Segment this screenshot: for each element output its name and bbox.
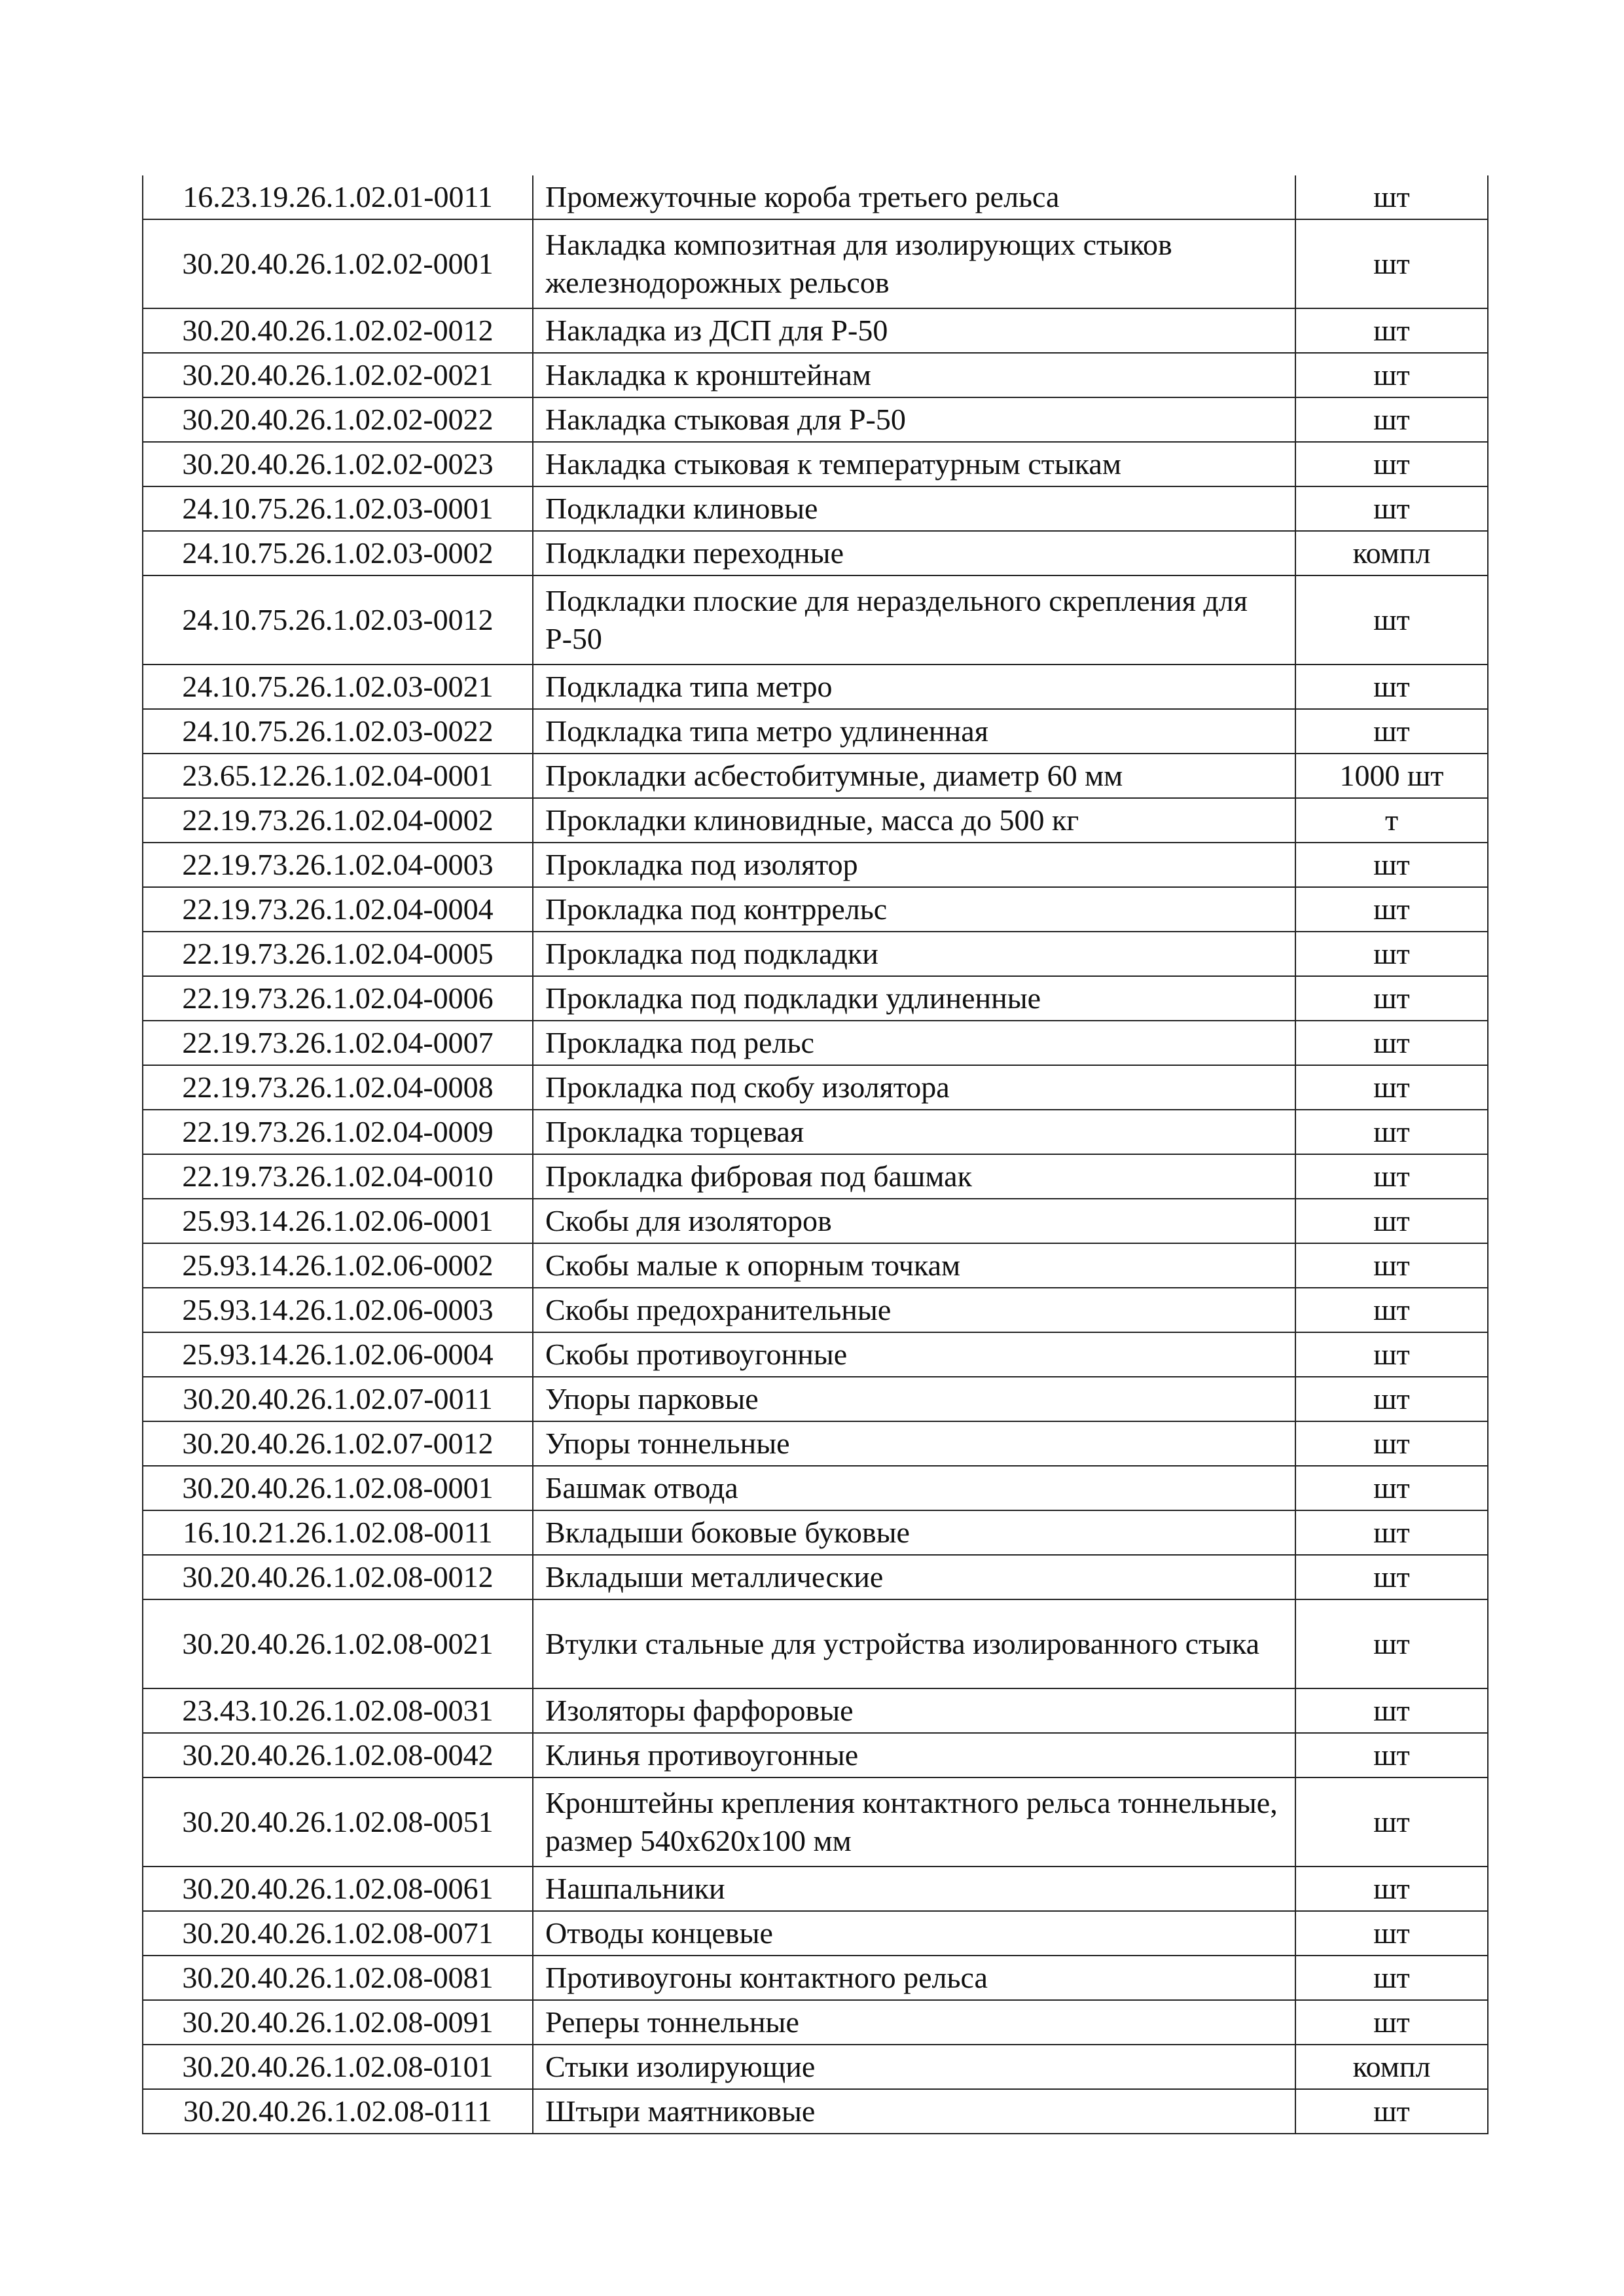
table-row: [143, 486, 1488, 531]
resource-code: 25.93.14.26.1.02.06-0002: [143, 1243, 533, 1288]
resource-name: Упоры парковые: [533, 1377, 1295, 1421]
unit-of-measure: шт: [1295, 843, 1488, 887]
table-row: [143, 1377, 1488, 1421]
table-row: [143, 219, 1488, 308]
resource-name: Промежуточные короба третьего рельса: [533, 175, 1295, 219]
unit-of-measure: шт: [1295, 1110, 1488, 1154]
resource-name: Скобы малые к опорным точкам: [533, 1243, 1295, 1288]
resource-code: 30.20.40.26.1.02.08-0061: [143, 1867, 533, 1911]
unit-of-measure: шт: [1295, 1243, 1488, 1288]
table-row: [143, 1733, 1488, 1777]
table-row: [143, 932, 1488, 976]
table-row: [143, 1466, 1488, 1510]
resource-name: Прокладка под изолятор: [533, 843, 1295, 887]
table-row: [143, 1421, 1488, 1466]
table-row: [143, 1199, 1488, 1243]
resource-name: Подкладка типа метро удлиненная: [533, 709, 1295, 754]
table-row: [143, 2045, 1488, 2089]
unit-of-measure: компл: [1295, 2045, 1488, 2089]
resource-name: Прокладки асбестобитумные, диаметр 60 мм: [533, 754, 1295, 798]
table-row: [143, 1510, 1488, 1555]
table-row: [143, 754, 1488, 798]
table-row: [143, 308, 1488, 353]
table-row: [143, 1110, 1488, 1154]
resource-name: Подкладки клиновые: [533, 486, 1295, 531]
unit-of-measure: шт: [1295, 1510, 1488, 1555]
table-row: [143, 1956, 1488, 2000]
resource-name: Прокладка под подкладки удлиненные: [533, 976, 1295, 1021]
table-row: [143, 1867, 1488, 1911]
unit-of-measure: шт: [1295, 1421, 1488, 1466]
unit-of-measure: шт: [1295, 1733, 1488, 1777]
resource-code: 30.20.40.26.1.02.08-0021: [143, 1599, 533, 1688]
resource-code: 30.20.40.26.1.02.08-0101: [143, 2045, 533, 2089]
resource-code: 22.19.73.26.1.02.04-0008: [143, 1065, 533, 1110]
resource-name: Отводы концевые: [533, 1911, 1295, 1956]
table-row: [143, 887, 1488, 932]
unit-of-measure: шт: [1295, 1332, 1488, 1377]
table-row: [143, 843, 1488, 887]
resource-name: Башмак отвода: [533, 1466, 1295, 1510]
table-row: [143, 1688, 1488, 1733]
unit-of-measure: шт: [1295, 932, 1488, 976]
unit-of-measure: шт: [1295, 1199, 1488, 1243]
resource-code: 22.19.73.26.1.02.04-0003: [143, 843, 533, 887]
unit-of-measure: т: [1295, 798, 1488, 843]
resource-name: Накладка стыковая к температурным стыкам: [533, 442, 1295, 486]
unit-of-measure: шт: [1295, 1777, 1488, 1867]
resource-code: 25.93.14.26.1.02.06-0003: [143, 1288, 533, 1332]
unit-of-measure: шт: [1295, 175, 1488, 219]
resource-name: Скобы предохранительные: [533, 1288, 1295, 1332]
table-row: [143, 1332, 1488, 1377]
resource-name: Скобы противоугонные: [533, 1332, 1295, 1377]
resource-name: Реперы тоннельные: [533, 2000, 1295, 2045]
resource-name: Упоры тоннельные: [533, 1421, 1295, 1466]
resource-code: 22.19.73.26.1.02.04-0002: [143, 798, 533, 843]
unit-of-measure: шт: [1295, 1466, 1488, 1510]
resource-code: 24.10.75.26.1.02.03-0001: [143, 486, 533, 531]
table-row: [143, 1288, 1488, 1332]
unit-of-measure: шт: [1295, 1154, 1488, 1199]
unit-of-measure: шт: [1295, 976, 1488, 1021]
resource-name: Штыри маятниковые: [533, 2089, 1295, 2134]
resource-name: Прокладка под скобу изолятора: [533, 1065, 1295, 1110]
resource-code: 16.10.21.26.1.02.08-0011: [143, 1510, 533, 1555]
unit-of-measure: шт: [1295, 1867, 1488, 1911]
resource-name: Нашпальники: [533, 1867, 1295, 1911]
table-row: [143, 2089, 1488, 2134]
resource-code: 30.20.40.26.1.02.02-0022: [143, 397, 533, 442]
table-row: [143, 442, 1488, 486]
resource-code: 22.19.73.26.1.02.04-0006: [143, 976, 533, 1021]
resource-name: Клинья противоугонные: [533, 1733, 1295, 1777]
unit-of-measure: шт: [1295, 2000, 1488, 2045]
resource-code: 23.65.12.26.1.02.04-0001: [143, 754, 533, 798]
resource-code: 22.19.73.26.1.02.04-0009: [143, 1110, 533, 1154]
catalog-table-body: [143, 175, 1488, 2134]
unit-of-measure: компл: [1295, 531, 1488, 575]
resource-name: Противоугоны контактного рельса: [533, 1956, 1295, 2000]
table-row: [143, 175, 1488, 219]
resource-code: 30.20.40.26.1.02.02-0023: [143, 442, 533, 486]
resource-code: 25.93.14.26.1.02.06-0001: [143, 1199, 533, 1243]
unit-of-measure: шт: [1295, 486, 1488, 531]
table-row: [143, 976, 1488, 1021]
unit-of-measure: шт: [1295, 575, 1488, 665]
unit-of-measure: шт: [1295, 1288, 1488, 1332]
resource-code: 24.10.75.26.1.02.03-0012: [143, 575, 533, 665]
resource-code: 22.19.73.26.1.02.04-0005: [143, 932, 533, 976]
table-row: [143, 709, 1488, 754]
resource-name: Вкладыши металлические: [533, 1555, 1295, 1599]
table-row: [143, 531, 1488, 575]
table-row: [143, 1243, 1488, 1288]
table-row: [143, 1777, 1488, 1867]
table-row: [143, 353, 1488, 397]
resource-code: 22.19.73.26.1.02.04-0004: [143, 887, 533, 932]
resource-code: 30.20.40.26.1.02.08-0071: [143, 1911, 533, 1956]
unit-of-measure: шт: [1295, 1065, 1488, 1110]
unit-of-measure: шт: [1295, 308, 1488, 353]
resource-code: 30.20.40.26.1.02.08-0051: [143, 1777, 533, 1867]
table-row: [143, 798, 1488, 843]
resource-name: Подкладки плоские для нераздельного скрепления для Р-50: [533, 575, 1295, 665]
unit-of-measure: шт: [1295, 219, 1488, 308]
resource-code: 30.20.40.26.1.02.02-0001: [143, 219, 533, 308]
table-row: [143, 1154, 1488, 1199]
unit-of-measure: шт: [1295, 1377, 1488, 1421]
resource-name: Прокладка под подкладки: [533, 932, 1295, 976]
table-row: [143, 397, 1488, 442]
resource-code: 30.20.40.26.1.02.02-0012: [143, 308, 533, 353]
resource-name: Скобы для изоляторов: [533, 1199, 1295, 1243]
resource-name: Прокладка под контррельс: [533, 887, 1295, 932]
resource-name: Накладка к кронштейнам: [533, 353, 1295, 397]
resource-code: 22.19.73.26.1.02.04-0007: [143, 1021, 533, 1065]
resource-code: 30.20.40.26.1.02.08-0012: [143, 1555, 533, 1599]
table-row: [143, 1555, 1488, 1599]
resource-code: 30.20.40.26.1.02.08-0042: [143, 1733, 533, 1777]
unit-of-measure: шт: [1295, 353, 1488, 397]
resource-code: 22.19.73.26.1.02.04-0010: [143, 1154, 533, 1199]
resource-code: 30.20.40.26.1.02.07-0012: [143, 1421, 533, 1466]
resource-name: Прокладка под рельс: [533, 1021, 1295, 1065]
table-row: [143, 575, 1488, 665]
table-row: [143, 1021, 1488, 1065]
table-row: [143, 665, 1488, 709]
table-row: [143, 2000, 1488, 2045]
resource-name: Прокладки клиновидные, масса до 500 кг: [533, 798, 1295, 843]
resource-name: Вкладыши боковые буковые: [533, 1510, 1295, 1555]
resource-code: 30.20.40.26.1.02.08-0001: [143, 1466, 533, 1510]
resource-name: Стыки изолирующие: [533, 2045, 1295, 2089]
unit-of-measure: шт: [1295, 1911, 1488, 1956]
resource-name: Подкладка типа метро: [533, 665, 1295, 709]
resource-code: 30.20.40.26.1.02.08-0081: [143, 1956, 533, 2000]
unit-of-measure: шт: [1295, 709, 1488, 754]
unit-of-measure: шт: [1295, 2089, 1488, 2134]
unit-of-measure: шт: [1295, 887, 1488, 932]
resource-name: Кронштейны крепления контактного рельса тоннельные, размер 540х620х100 мм: [533, 1777, 1295, 1867]
unit-of-measure: шт: [1295, 397, 1488, 442]
resource-code: 16.23.19.26.1.02.01-0011: [143, 175, 533, 219]
resource-name: Накладка композитная для изолирующих стыков железнодорожных рельсов: [533, 219, 1295, 308]
resource-name: Подкладки переходные: [533, 531, 1295, 575]
resource-code: 30.20.40.26.1.02.07-0011: [143, 1377, 533, 1421]
unit-of-measure: шт: [1295, 1956, 1488, 2000]
unit-of-measure: шт: [1295, 1555, 1488, 1599]
resource-code: 30.20.40.26.1.02.02-0021: [143, 353, 533, 397]
resource-code: 24.10.75.26.1.02.03-0021: [143, 665, 533, 709]
unit-of-measure: шт: [1295, 442, 1488, 486]
resource-code: 24.10.75.26.1.02.03-0022: [143, 709, 533, 754]
resource-code: 24.10.75.26.1.02.03-0002: [143, 531, 533, 575]
unit-of-measure: шт: [1295, 1021, 1488, 1065]
resource-name: Прокладка торцевая: [533, 1110, 1295, 1154]
unit-of-measure: шт: [1295, 665, 1488, 709]
unit-of-measure: шт: [1295, 1688, 1488, 1733]
table-row: [143, 1065, 1488, 1110]
resource-code: 30.20.40.26.1.02.08-0091: [143, 2000, 533, 2045]
resource-name: Накладка из ДСП для Р-50: [533, 308, 1295, 353]
resource-name: Втулки стальные для устройства изолированного стыка: [533, 1599, 1295, 1688]
resource-code: 30.20.40.26.1.02.08-0111: [143, 2089, 533, 2134]
resource-name: Изоляторы фарфоровые: [533, 1688, 1295, 1733]
resource-name: Прокладка фибровая под башмак: [533, 1154, 1295, 1199]
resource-name: Накладка стыковая для Р-50: [533, 397, 1295, 442]
table-row: [143, 1911, 1488, 1956]
unit-of-measure: 1000 шт: [1295, 754, 1488, 798]
resource-code: 23.43.10.26.1.02.08-0031: [143, 1688, 533, 1733]
resource-catalog-table: [142, 175, 1489, 2134]
resource-code: 25.93.14.26.1.02.06-0004: [143, 1332, 533, 1377]
table-row: [143, 1599, 1488, 1688]
unit-of-measure: шт: [1295, 1599, 1488, 1688]
